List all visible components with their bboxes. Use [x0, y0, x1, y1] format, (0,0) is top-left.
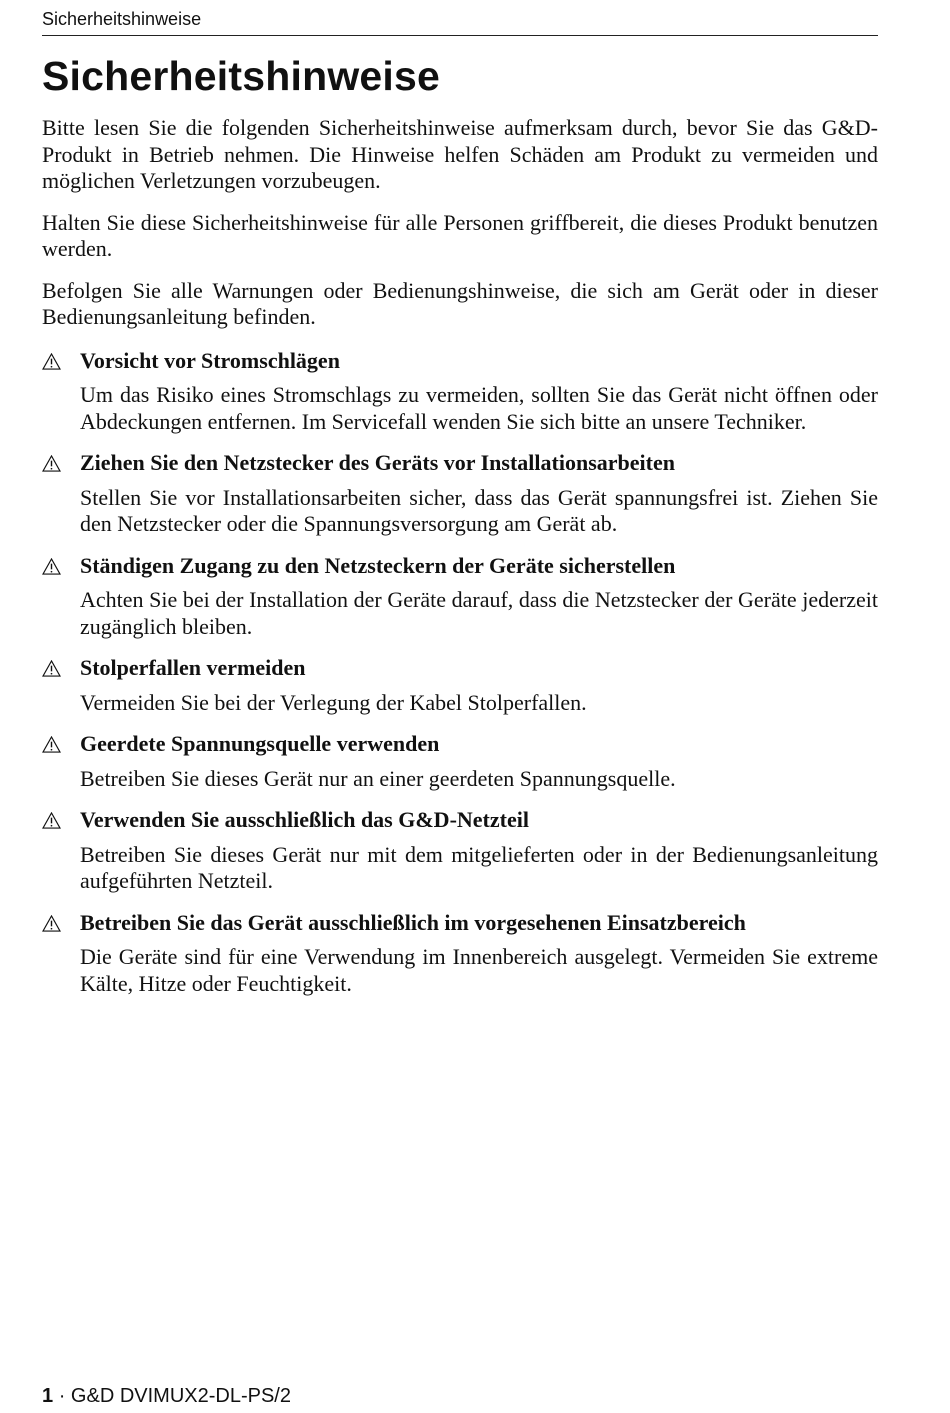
- warning-gd-power-supply-only: [42, 807, 878, 895]
- warning-triangle-icon: [42, 558, 61, 575]
- warning-description: Vermeiden Sie bei der Verlegung der Kabel Stolperfallen.: [80, 689, 587, 715]
- warning-unplug-before-installation: [42, 450, 878, 538]
- warning-triangle-icon: [42, 660, 61, 677]
- page-title: Sicherheitshinweise: [42, 53, 441, 99]
- warning-intended-environment: [42, 910, 878, 998]
- footer-separator: ·: [58, 1385, 66, 1407]
- warning-title: Betreiben Sie das Gerät ausschließlich im vorgesehenen Einsatzbereich: [80, 909, 746, 935]
- footer-product-name: G&D DVIMUX2-DL-PS/2: [70, 1385, 291, 1407]
- warning-access-power-plugs: [42, 553, 878, 641]
- warning-electric-shock: [42, 348, 878, 436]
- warning-description: Stellen Sie vor Installationsarbeiten sicher, dass das Gerät spannungsfrei ist. Ziehen Sie den Netzstecker oder die Spannungsversorgung am Gerät ab.: [80, 484, 878, 536]
- warning-triangle-icon: [42, 915, 61, 932]
- safety-content: [42, 115, 878, 1012]
- warning-description: Achten Sie bei der Installation der Geräte darauf, dass die Netzstecker der Geräte jederzeit zugänglich bleiben.: [80, 587, 878, 639]
- intro-paragraph-2: Halten Sie diese Sicherheitshinweise für alle Personen griffbereit, die dieses Produkt benutzen werden.: [42, 209, 878, 261]
- warning-description: Betreiben Sie dieses Gerät nur an einer geerdeten Spannungsquelle.: [80, 765, 676, 791]
- running-header: [42, 7, 878, 36]
- warning-triangle-icon: [42, 736, 61, 753]
- running-header-title: Sicherheitshinweise: [42, 9, 202, 29]
- warning-grounded-power-source: [42, 731, 878, 792]
- warning-description: Um das Risiko eines Stromschlags zu vermeiden, sollten Sie das Gerät nicht öffnen oder Abdeckungen entfernen. Im Servicefall wenden Sie sich bitte an unsere Techniker.: [80, 382, 878, 434]
- warning-description: Die Geräte sind für eine Verwendung im Innenbereich ausgelegt. Vermeiden Sie extreme Kälte, Hitze oder Feuchtigkeit.: [80, 944, 878, 996]
- intro-paragraph-1: Bitte lesen Sie die folgenden Sicherheitshinweise aufmerksam durch, bevor Sie das G&D-Produkt in Betrieb nehmen. Die Hinweise helfen Schäden am Produkt zu vermeiden und möglichen Verletzungen vorzubeugen.: [42, 115, 878, 193]
- warning-title: Vorsicht vor Stromschlägen: [80, 347, 340, 373]
- page-number: 1: [42, 1385, 54, 1407]
- warning-triangle-icon: [42, 353, 61, 370]
- warning-title: Stolperfallen vermeiden: [80, 655, 306, 680]
- warning-triangle-icon: [42, 455, 61, 472]
- warning-title: Ständigen Zugang zu den Netzsteckern der Geräte sicherstellen: [80, 552, 676, 578]
- warning-trip-hazards: [42, 655, 878, 716]
- warning-triangle-icon: [42, 812, 61, 829]
- page-footer: [42, 1384, 291, 1408]
- warning-title: Geerdete Spannungsquelle verwenden: [80, 731, 440, 756]
- warning-title: Ziehen Sie den Netzstecker des Geräts vor Installationsarbeiten: [80, 450, 675, 475]
- warning-description: Betreiben Sie dieses Gerät nur mit dem mitgelieferten oder in der Bedienungsanleitung aufgeführten Netzteil.: [80, 841, 878, 893]
- intro-paragraph-3: Befolgen Sie alle Warnungen oder Bedienungshinweise, die sich am Gerät oder in dieser Bedienungsanleitung befinden.: [42, 277, 878, 329]
- warning-title: Verwenden Sie ausschließlich das G&D-Netzteil: [80, 807, 529, 832]
